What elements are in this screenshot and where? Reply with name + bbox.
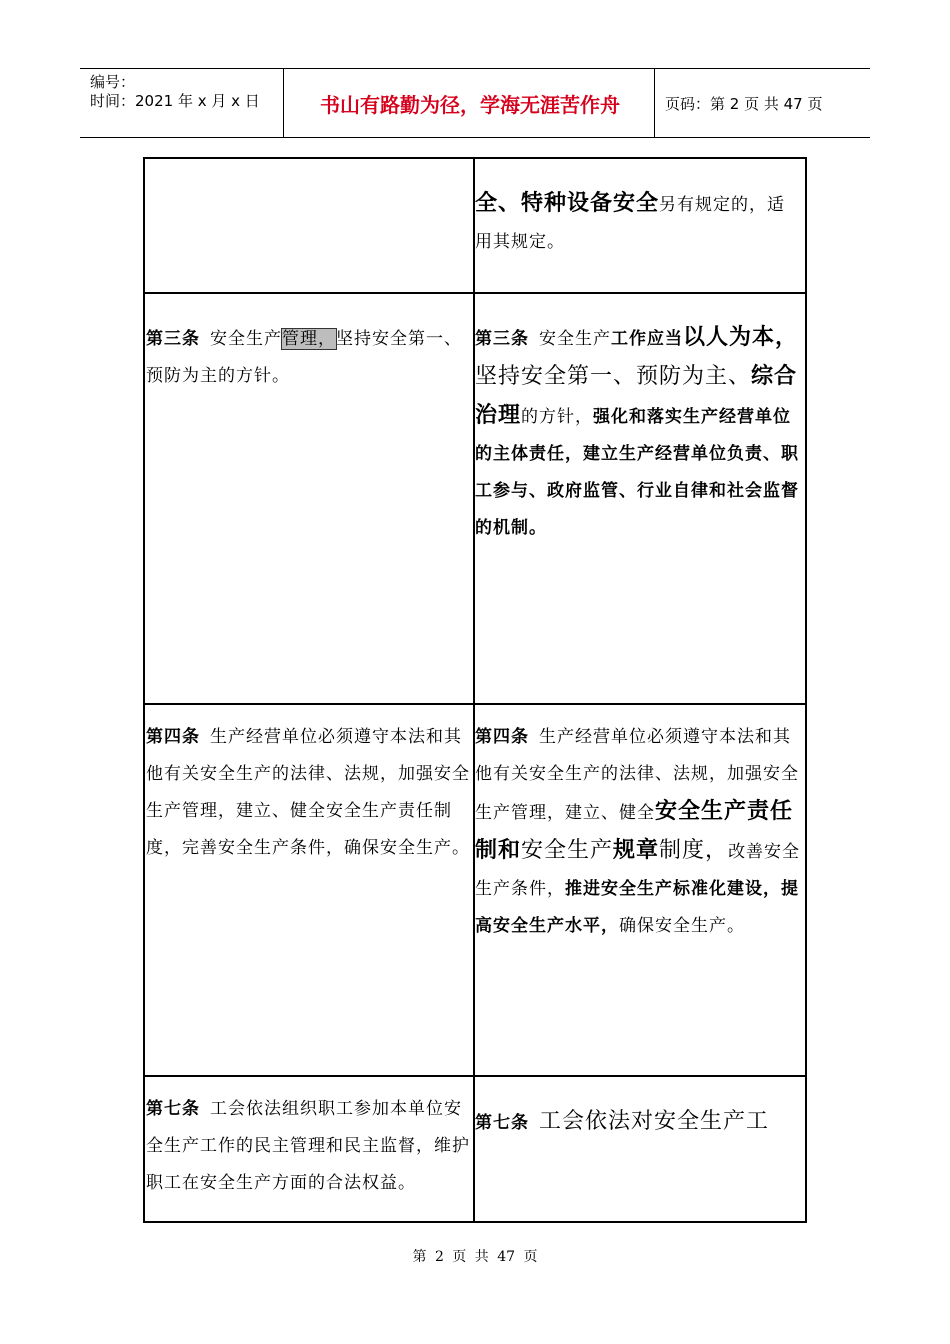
- cell-text-segment: 制度，: [659, 838, 729, 863]
- header-number-label: 编号：: [90, 73, 136, 91]
- cell-text-segment: 工作应当: [611, 329, 683, 349]
- table-border: [805, 157, 807, 1223]
- article-number: 第七条: [475, 1113, 529, 1133]
- header-page-info: 页码：第 2 页 共 47 页: [665, 94, 823, 113]
- page-header: [80, 68, 870, 138]
- cell-text-segment: 推进安全生产标准化建设，提高安全生产水平，: [475, 879, 799, 936]
- header-divider: [283, 69, 284, 137]
- cell-text-segment: 安全生产: [539, 329, 611, 349]
- cell-r2-old: [146, 321, 470, 395]
- cell-text-segment: 全、特种设备安全: [475, 191, 660, 216]
- cell-text-segment: 坚持安全第一、预防为主的方针。: [146, 329, 462, 386]
- cell-text-segment: 安全生产: [521, 838, 614, 863]
- article-number: 第四条: [475, 727, 529, 747]
- cell-r3-old: [146, 719, 470, 867]
- cell-text-segment: 以人为本，: [683, 325, 799, 350]
- cell-r3-new: [475, 719, 801, 945]
- cell-r1-new: [475, 185, 801, 261]
- article-number: 第四条: [146, 727, 200, 747]
- cell-text-segment: 生产经营单位必须遵守本法和其他有关安全生产的法律、法规，加强安全生产管理，建立、健全安全生产责任制度，完善安全生产条件，确保安全生产。: [146, 727, 470, 858]
- header-date: 时间：2021 年 x 月 x 日: [90, 92, 260, 110]
- table-border: [143, 157, 807, 159]
- header-divider: [654, 69, 655, 137]
- cell-text-segment: 的方针，: [521, 407, 594, 427]
- page-footer: 第 2 页 共 47 页: [412, 1249, 538, 1265]
- article-number: 第三条: [146, 329, 200, 349]
- table-row-divider: [143, 1075, 807, 1077]
- cell-text-segment: 管理，: [282, 329, 336, 349]
- table-border: [143, 157, 145, 1223]
- table-row-divider: [143, 703, 807, 705]
- header-meta: [90, 73, 260, 111]
- article-number: 第三条: [475, 329, 529, 349]
- cell-r2-new: [475, 319, 801, 547]
- cell-text-segment: 工会依法对安全生产工: [539, 1109, 770, 1134]
- cell-text-segment: 另有规定的，适用其规定。: [475, 195, 786, 252]
- cell-text-segment: 坚持安全第一、预防为主、: [475, 364, 752, 389]
- cell-r4-old: [146, 1091, 470, 1202]
- cell-text-segment: 改善安全生产条件，: [475, 842, 801, 899]
- cell-text-segment: 生产经营单位必须遵守本法和其他有关安全生产的法律、法规，加强安全生产管理，建立、健全: [475, 727, 799, 823]
- header-motto: 书山有路勤为径，学海无涯苦作舟: [320, 92, 620, 117]
- cell-text-segment: 确保安全生产。: [619, 916, 745, 936]
- cell-text-segment: 工会依法组织职工参加本单位安全生产工作的民主管理和民主监督，维护职工在安全生产方面的合法权益。: [146, 1099, 470, 1193]
- cell-r4-new: [475, 1103, 801, 1142]
- comparison-table: [143, 157, 807, 1223]
- table-column-divider: [473, 157, 475, 1223]
- cell-text-segment: 强化和落实生产经营单位的主体责任，建立生产经营单位负责、职工参与、政府监管、行业自律和社会监督的机制。: [475, 407, 799, 538]
- table-row-divider: [143, 292, 807, 294]
- cell-text-segment: 安全生产责任制和: [475, 799, 794, 863]
- table-border: [143, 1221, 807, 1223]
- article-number: 第七条: [146, 1099, 200, 1119]
- cell-text-segment: 综合治理: [475, 364, 798, 428]
- cell-text-segment: 安全生产: [210, 329, 282, 349]
- cell-text-segment: 规章: [613, 838, 660, 863]
